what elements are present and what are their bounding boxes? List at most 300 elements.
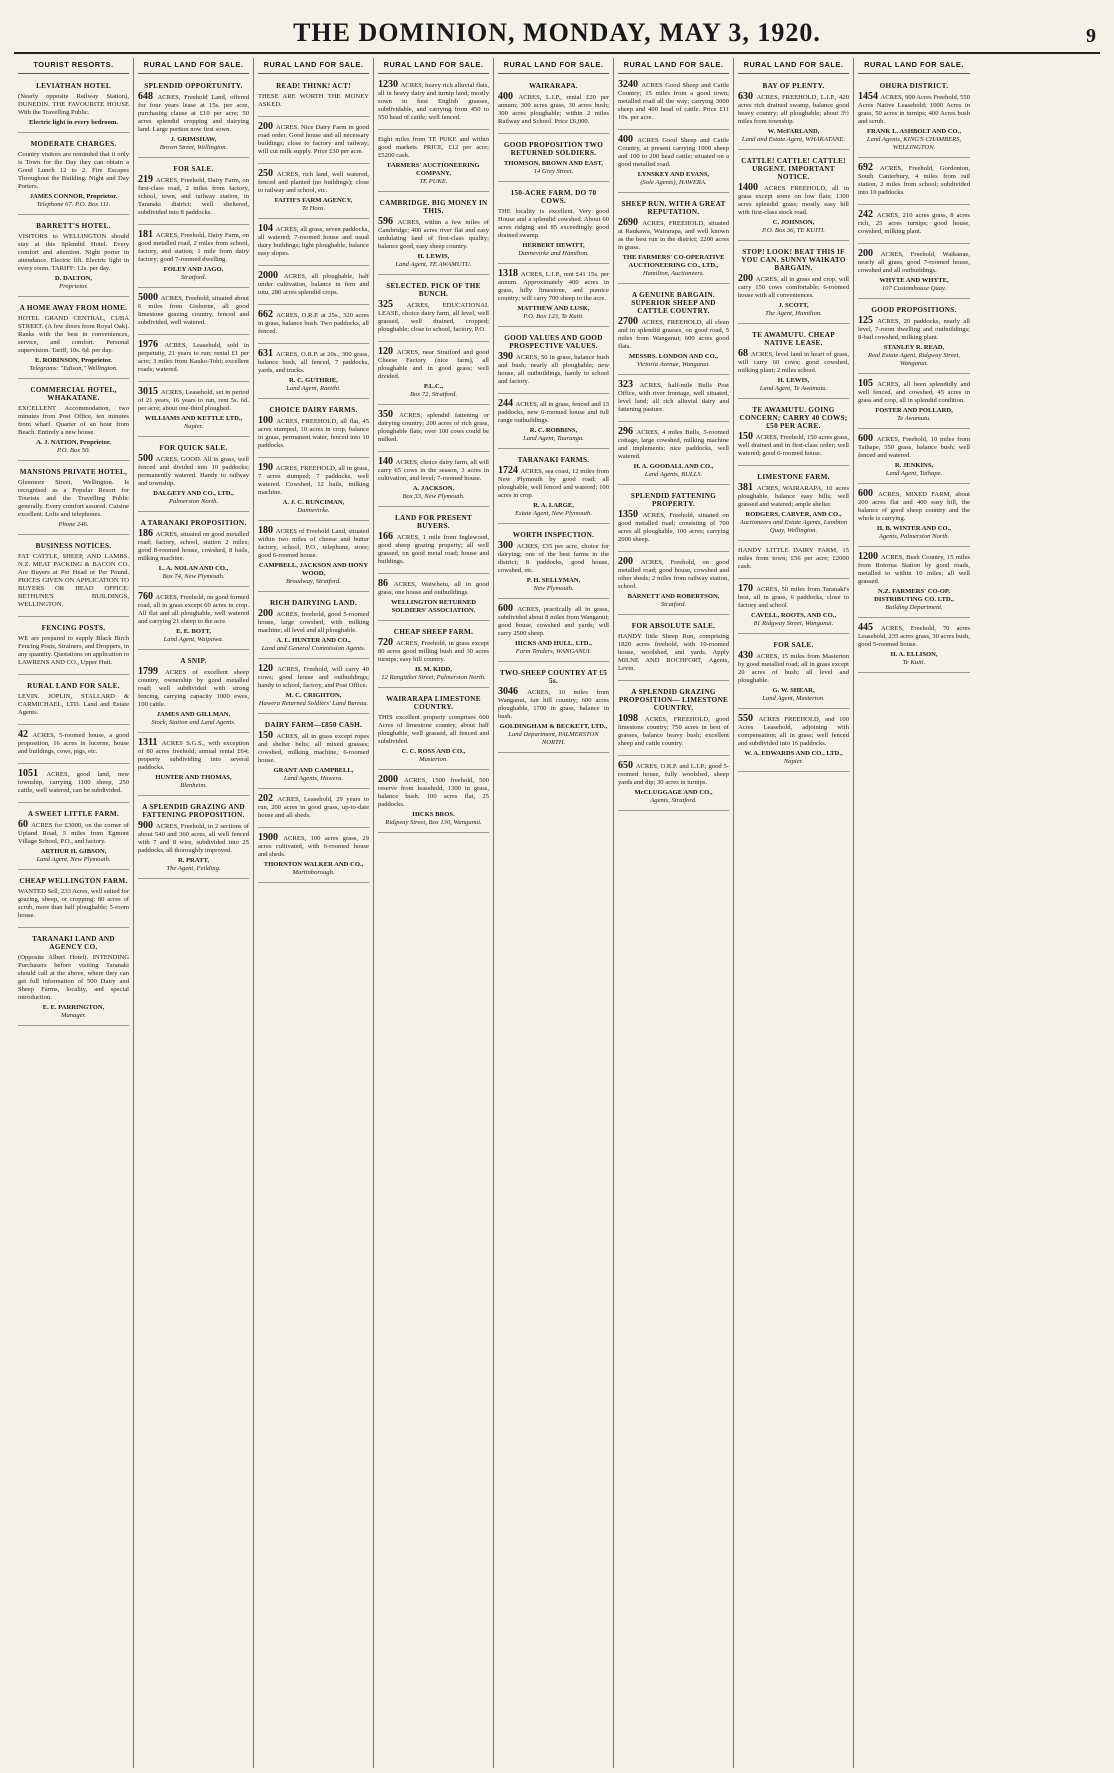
ad-address: Land Agent, Tauranga.	[523, 435, 584, 442]
ad-lead-number: 200	[258, 608, 277, 619]
classified-ad	[138, 590, 249, 650]
ad-body	[18, 731, 129, 756]
ad-lead-number: 250	[258, 168, 277, 179]
ad-lead-number: 200	[258, 121, 276, 132]
ad-body	[738, 433, 849, 458]
classified-ad	[18, 464, 129, 535]
ad-body-text: WE are prepared to supply Black Birch Fencing Posts, Strainers, and Droppers, in any quantity. Quotations on application to LAWRENS AND CO., Upper Hutt.	[18, 635, 129, 666]
ad-lead-number: 445	[858, 622, 881, 633]
ad-lead-number: 1318	[498, 268, 521, 279]
ad-body	[618, 633, 729, 673]
ad-lead-number: 200	[858, 248, 881, 259]
ad-lead-number: 1799	[138, 666, 165, 677]
classified-ad	[138, 291, 249, 335]
ad-lead-number: 296	[618, 426, 637, 437]
ad-body-text: ACRES, FREEHOLD, situated at Raukawa, Wairarapa, and well known as the best run in the district; 2200 acres in grass.	[618, 220, 729, 251]
ad-body	[378, 411, 489, 444]
ad-body-text: ACRES, Freehold, Dairy Farm, on first-class road, 2 miles from factory, school, town, and railway station, in Taranaki district; well sheltered, subdivided into 8 paddocks.	[138, 177, 250, 216]
ad-body	[618, 558, 729, 591]
classified-ad	[258, 308, 369, 344]
classified-ad	[138, 385, 249, 437]
classified-ad	[258, 402, 369, 458]
classified-ad	[258, 461, 369, 521]
ad-lead-number: 600	[858, 433, 877, 444]
ad-lead-number: 120	[258, 663, 278, 674]
ad-lead-number: 760	[138, 591, 156, 602]
classified-ad	[18, 873, 129, 928]
ad-lead-number: 244	[498, 398, 516, 409]
classified-ad	[498, 665, 609, 753]
ad-body-text: WANTED Sell, 233 Acres, well suited for grazing, sheep, or cropping; 80 acres of scrub, more than half ploughable; 5-room house.	[18, 888, 129, 919]
ad-body	[498, 270, 609, 303]
ad-body-text: ACRES, Freehold Land, offered for four years lease at 15s. per acre, purchasing clause at £10 per acre; 50 acres splendid cropping and dairying land. Large portion now first sown.	[138, 94, 249, 133]
ad-body-text: ACRES, 10 miles from Wanganui, fair hill country; 600 acres ploughable, 1700 in grass, balance in bush.	[498, 689, 610, 720]
ad-body-text: ACRES, O.R.P. at 20s., 300 grass, balance bush, all fenced, 7 paddocks, yards, and trucks.	[258, 351, 369, 374]
ad-lead-number: 692	[858, 162, 880, 173]
classified-ad	[138, 515, 249, 587]
ad-address: Te Kuiti.	[902, 659, 926, 666]
ad-body	[18, 479, 129, 519]
ad-title: CHEAP SHEEP FARM.	[393, 628, 474, 636]
ad-title: WORTH INSPECTION.	[512, 531, 595, 539]
ad-body	[258, 417, 369, 450]
ad-address: Napier.	[783, 758, 804, 765]
ad-address: TE PUKE.	[419, 178, 448, 185]
ad-body-text: ACRES, L.I.P., rental £20 per annum; 300 acres grass, 30 acres bush; 300 acres ploughable; within 2 miles Railway and School. Price £6,000.	[498, 94, 609, 125]
ad-lead-number: 5000	[138, 292, 161, 303]
ad-body-text: ACRES, splendid fattening or dairying country; 200 acres of rich grass, ploughable flats; over 100 cows could be milked.	[378, 412, 489, 443]
ad-body	[138, 294, 249, 327]
ad-lead-number: 600	[498, 603, 518, 614]
ad-title: RURAL LAND FOR SALE.	[27, 682, 120, 690]
ad-address: Land Agent, Raetihi.	[286, 385, 341, 392]
ad-address: Estate Agent, New Plymouth.	[515, 510, 592, 517]
ad-body	[498, 93, 609, 126]
ad-lead-number: 219	[138, 174, 156, 185]
ad-address: Land Agents, KING'S CHAMBERS, WELLINGTON.	[866, 136, 962, 151]
ad-body-text: ACRES, all in grass and crop, will carry 150 cows comfortable; 6-roomed house with all conveniences.	[738, 276, 849, 299]
ad-body	[738, 652, 849, 685]
ad-lead-number: 242	[858, 209, 877, 220]
ad-address: Land Department, PALMERSTON NORTH.	[508, 731, 599, 746]
classified-ad	[618, 133, 729, 193]
ad-address: Dannevirke.	[297, 507, 330, 514]
ad-body-text: ACRES, Freehold, 70 acres Leasehold, 235 acres grass, 30 acres bush, good 5-roomed house.	[858, 625, 970, 648]
ad-title: GOOD VALUES AND GOOD PROSPECTIVE VALUES.	[504, 334, 603, 350]
ad-body	[18, 553, 129, 609]
ad-body-text: ACRES, choice dairy farm, all will carry 65 cows in the season, 3 acres in cultivation, and level; 7-roomed house.	[378, 459, 489, 482]
ad-lead-number: 1976	[138, 339, 165, 350]
ad-agent: L. A. NOLAN AND CO.,	[158, 565, 229, 572]
ad-lead-number: 631	[258, 348, 276, 359]
ad-address: Land Agents, Hawera.	[283, 775, 344, 782]
ad-body	[258, 464, 369, 497]
ad-lead-number: 200	[618, 556, 641, 567]
ad-body	[858, 553, 970, 586]
ad-lead-number: 104	[258, 223, 276, 234]
ad-body-text: ACRES FREEHOLD, all in grass except some on low flats; 1300 acres splendid grass; mostly easy hill with first-class stock road.	[738, 185, 849, 216]
ad-body	[378, 458, 489, 483]
ad-body	[618, 136, 729, 169]
ad-lead-number: 381	[738, 482, 757, 493]
ad-title: A SWEET LITTLE FARM.	[27, 810, 120, 818]
ad-title: A GENUINE BARGAIN. SUPERIOR SHEEP AND CATTLE COUNTRY.	[631, 291, 716, 315]
ad-address: Brown Street, Wellington.	[159, 144, 228, 151]
ad-body	[258, 834, 369, 859]
ad-body-text: ACRES, Freehold, Dairy Farm, on good metalled road, 2 miles from school, factory, and station; 1 mile from dairy factory; good 7-roomed dwelling.	[138, 232, 250, 263]
ad-agent: Electric light in every bedroom.	[28, 119, 119, 126]
ad-lead-number: 2700	[618, 316, 642, 327]
ad-lead-number: 1454	[858, 91, 881, 102]
ad-body-text: ACRES, O.R.P. at 25s., 320 acres in grass, balance bush. Two paddocks, all fenced.	[258, 312, 369, 335]
classified-ad	[18, 678, 129, 725]
ad-body	[498, 208, 609, 240]
classified-ad	[498, 78, 609, 134]
ad-lead-number: 100	[258, 415, 277, 426]
classified-ad	[18, 728, 129, 764]
ad-body	[258, 123, 369, 156]
ad-body	[858, 317, 970, 342]
ad-address: 14 Grey Street.	[533, 168, 574, 175]
ad-body-text: ACRES, all been splendidly and well fenced, and cowshed, 45 acres in grass and crop, all in splendid condition.	[858, 381, 970, 404]
ad-title: WAIRARAPA.	[529, 82, 578, 90]
ad-body-text: ACRES, half-mile Bulls Post Office, with river frontage, well situated, level land; all rich alluvial dairy and fattening pasture.	[618, 382, 729, 413]
classified-ad	[18, 78, 129, 133]
ad-lead-number: 170	[738, 583, 757, 594]
classified-ad	[378, 408, 489, 452]
ad-body	[738, 184, 849, 217]
ad-body-text: ACRES S.G.S., with exception of 80 acres freehold; annual rental £64; property subdividing into several paddocks.	[138, 740, 249, 771]
ad-lead-number: 400	[498, 91, 519, 102]
ad-body	[138, 822, 249, 855]
classified-ad	[498, 452, 609, 524]
classified-ad	[378, 455, 489, 507]
ad-title: WAIRARAPA LIMESTONE COUNTRY.	[386, 695, 481, 711]
classified-ad	[258, 222, 369, 266]
classified-ad	[618, 618, 729, 681]
ad-address: Dannevirke and Hamilton.	[518, 250, 589, 257]
ad-agent: C. JOHNSON,	[772, 219, 815, 226]
ad-title: MANSIONS PRIVATE HOTEL,	[19, 468, 128, 476]
classified-column	[494, 58, 614, 1768]
ad-address: Te Awamutu.	[897, 415, 931, 422]
ad-body	[738, 715, 849, 748]
ad-address: Land Agent, TE AWAMUTU.	[395, 261, 472, 268]
classified-ad	[258, 120, 369, 164]
ad-lead-number: 1400	[738, 182, 765, 193]
ad-agent: CAMPBELL, JACKSON AND HONY WOOD,	[258, 562, 369, 577]
ad-body-text: ACRES, all in grass except ropes and shelter belts; all mixed grasses; cowshed, milking machine, 6-roomed house.	[258, 733, 370, 764]
classified-ad	[138, 440, 249, 512]
ad-lead-number: 3015	[138, 386, 161, 397]
ad-agent: CAVELL, ROOTS, AND CO.,	[750, 612, 837, 619]
ad-agent: P. H. SELLYMAN,	[526, 577, 581, 584]
ad-body	[378, 533, 489, 566]
classified-ad	[378, 773, 489, 833]
ad-title: TE AWAMUTU. CHEAP NATIVE LEASE.	[752, 331, 835, 347]
ad-address: Manager.	[60, 1012, 87, 1019]
ad-lead-number: 720	[378, 637, 397, 648]
ad-body-text: ACRES, 5-roomed house, a good proposition, 16 acres in lucerne, house and buildings, cows, pigs, etc.	[18, 732, 129, 755]
ad-body-text: FAT CATTLE, SHEEP, AND LAMBS. N.Z. MEAT PACKING & BACON CO. Are Buyers at Per Head or Per Pound. PRICES GIVEN ON APPLICATION TO BUYERS OR HEAD OFFICE: BETHUNE'S BUILDINGS, WELLINGTON.	[18, 553, 129, 608]
ad-body	[618, 428, 729, 461]
ad-agent: R. A. LARGE,	[533, 502, 574, 509]
classified-ad	[618, 78, 729, 130]
columns	[14, 58, 1100, 1768]
ad-body-text: ACRES, EDUCATIONAL LEASE, choice dairy farm, all level, well grassed, well drained, cropped; ploughable; close to school, factory, P.O.	[378, 302, 489, 333]
classified-ad	[618, 488, 729, 552]
ad-agent: McCLUGGAGE AND CO.,	[634, 789, 713, 796]
classified-ad	[18, 767, 129, 803]
column-heading: TOURIST RESORTS.	[18, 58, 129, 74]
ad-agent: E. E. BOTT,	[176, 628, 211, 635]
classified-ad	[498, 527, 609, 599]
ad-body	[378, 580, 489, 597]
ad-body-text: ACRES, Freehold, Waikanae, nearly all grass, good 7-roomed house, cowshed and all outbuildings.	[858, 251, 970, 274]
classified-ad	[378, 691, 489, 770]
ad-lead-number: 3046	[498, 686, 528, 697]
ad-body	[18, 954, 129, 1002]
ad-agent: JAMES AND GILLMAN,	[156, 711, 231, 718]
ad-body-text: ACRES, Waiwhetu, all in good grass, one house and outbuildings.	[378, 581, 490, 596]
ad-title: DAIRY FARM—£850 CASH.	[264, 721, 363, 729]
classified-ad	[498, 137, 609, 182]
ad-body-text: EXCELLENT Accommodation, two minutes from Post Office, ten minutes from wharf. Quarter of an hour from Beach. Entirely a new house.	[18, 405, 129, 436]
ad-body	[138, 530, 249, 563]
ad-agent: JAMES CONNOR, Proprietor.	[29, 193, 118, 200]
ad-agent: W. A. EDWARDS AND CO., LTD.,	[744, 750, 843, 757]
classified-ad	[618, 684, 729, 756]
ad-agent: A. L. HUNTER AND CO.,	[276, 637, 351, 644]
ad-title: BAY OF PLENTY.	[762, 82, 825, 90]
ad-body-text: ACRES, practically all in grass, subdivided about 8 miles from Wanganui; good house, cowshed and yards; will carry 2500 sheep.	[498, 606, 609, 637]
classified-ad	[858, 621, 970, 673]
ad-agent: WELLINGTON RETURNED SOLDIERS' ASSOCIATION.	[390, 599, 477, 614]
ad-title: SPLENDID OPPORTUNITY.	[144, 82, 243, 90]
ad-lead-number: 186	[138, 528, 156, 539]
classified-ad	[378, 78, 489, 130]
ad-body	[378, 136, 489, 160]
classified-ad	[138, 799, 249, 879]
ad-body-text: ACRES, Freehold, on good formed road, all in grass except 60 acres in crop. All flat and all ploughable, well watered and carrying 21 sheep to the acre.	[138, 594, 250, 625]
ad-title: LIMESTONE FARM.	[757, 473, 830, 481]
ad-body-text: ACRES, sea coast, 12 miles from New Plymouth by good road; all ploughable, well fenced and watered; 100 acres in crop.	[498, 468, 609, 499]
ad-body	[258, 272, 369, 297]
classified-ad	[138, 653, 249, 733]
ad-body	[858, 250, 970, 275]
ad-title: COMMERCIAL HOTEL, WHAKATANE.	[30, 386, 117, 402]
ad-agent: E. ROBINSON, Proprietor.	[34, 357, 113, 364]
ad-address: Farm Tenders, WANGANUI.	[515, 648, 592, 655]
ad-title: BUSINESS NOTICES.	[35, 542, 112, 550]
ad-agent: R. JENKINS,	[894, 462, 934, 469]
ad-body	[378, 301, 489, 334]
ad-title: TARANAKI FARMS.	[517, 456, 590, 464]
ad-body-text: ACRES, MIXED FARM, about 200 acres flat and 400 easy hill, the balance of good sheep country and the whole is carrying.	[858, 491, 970, 522]
ad-body	[258, 795, 369, 820]
ad-title: FENCING POSTS.	[41, 624, 106, 632]
classified-ad	[738, 712, 849, 772]
ad-agent: P.L.C.,	[423, 383, 444, 390]
ad-body	[18, 93, 129, 117]
classified-ad	[738, 402, 849, 466]
ad-body	[138, 388, 249, 413]
ad-address: New Plymouth.	[533, 585, 574, 592]
ad-body-text: ACRES, 900 Acres Freehold, 550 Acres Native Leasehold; 1000 Acres in grass, 50 acres in turnips; 400 Acres bush and scrub.	[858, 94, 970, 125]
ad-agent: H. B. WINTER AND CO.,	[877, 525, 951, 532]
ad-body	[498, 605, 609, 638]
ad-title: SHEEP RUN. WITH A GREAT REPUTATION.	[621, 200, 726, 216]
ad-agent: FOLEY AND JAGO,	[163, 266, 224, 273]
ad-body	[138, 176, 249, 217]
ad-address: Land Agents, BULLS.	[644, 471, 703, 478]
ad-agent: FOSTER AND POLLARD,	[875, 407, 953, 414]
ad-agent: N.Z. FARMERS' CO-OP. DISTRIBUTING CO. LTD.,	[874, 588, 954, 603]
ad-address: The Agent, Feilding.	[166, 865, 221, 872]
ad-body	[258, 311, 369, 336]
ad-address: Land Agent, New Plymouth.	[36, 856, 111, 863]
ad-lead-number: 400	[618, 134, 638, 145]
ad-lead-number: 202	[258, 793, 278, 804]
ad-agent: MESSRS. LONDON AND CO.,	[628, 353, 719, 360]
ad-body-text: ACRES, FREEHOLD, L.I.P., 420 acres rich drained swamp, balance good heavy country; all ploughable; about 3½ miles from township.	[738, 94, 849, 125]
ad-body-text: HANDY little Sheep Run, comprising 1820 acres freehold, with 10-roomed house, woolshed, and yards. Apply MILNE AND ROCHFORT, Agents, Levin.	[618, 633, 729, 672]
ad-body	[18, 693, 129, 717]
ad-lead-number: 900	[138, 820, 156, 831]
ad-agent: GOLDINGHAM & BECKETT, LTD.,	[499, 723, 608, 730]
ad-agent: A. J. C. RUNCIMAN,	[282, 499, 345, 506]
ad-body	[858, 624, 970, 649]
ad-body	[18, 821, 129, 846]
ad-agent: H. M. KIDD,	[415, 666, 452, 673]
classified-ad	[738, 244, 849, 324]
column-heading: RURAL LAND FOR SALE.	[258, 58, 369, 74]
classified-ad	[258, 167, 369, 219]
ad-body	[618, 762, 729, 787]
classified-ad	[378, 278, 489, 342]
ad-agent: LYNSKEY AND EVANS,	[637, 171, 710, 178]
ad-title: A SNIP.	[180, 657, 207, 665]
ad-body-text: THIS excellent property comprises 600 Acres of limestone country, about half ploughable, well grassed, all fenced and subdivided.	[378, 714, 489, 745]
ad-body	[858, 490, 970, 523]
ad-body-text: ACRES, FREEHOLD, all in grass, 7 acres stumped; 7 paddocks, well watered. Cowshed, 12 bails, milking machine.	[258, 465, 369, 496]
ad-address: Agents, Stratford.	[650, 797, 697, 804]
classified-ad	[138, 338, 249, 382]
ad-body-text: ACRES Good Sheep and Cattle Country, at present carrying 1000 sheep and 100 to 200 head cattle; situated on a good metalled road.	[618, 137, 729, 168]
ad-title: CHOICE DAIRY FARMS.	[269, 406, 358, 414]
ad-title: MODERATE CHARGES.	[30, 140, 117, 148]
ad-title: LEVIATHAN HOTEL	[36, 82, 111, 90]
ad-address: 107 Customhouse Quay.	[881, 285, 947, 292]
ad-address: Broadway, Stratford.	[285, 578, 341, 585]
ad-body	[858, 211, 970, 236]
classified-ad	[858, 550, 970, 618]
classified-ad	[18, 620, 129, 675]
ad-body	[258, 610, 369, 635]
ad-body	[138, 341, 249, 374]
ad-body-text: ACRES, FREEHOLD, all flat, 45 acres stumped, 10 acres in crop, balance in grass, permanent water, fenced into 10 paddocks.	[258, 418, 369, 449]
classified-ad	[138, 736, 249, 796]
ad-address: Masterton.	[419, 756, 448, 763]
ad-lead-number: 1230	[378, 79, 401, 90]
ad-agent: H. A. ELLISON,	[890, 651, 938, 658]
ad-body-text: ACRES, heavy rich alluvial flats, all in heavy dairy and turnip land; mostly sown in best English grasses, subdividable, and carrying from 450 to 550 head of cattle; well fenced.	[378, 82, 489, 121]
ad-lead-number: 300	[498, 540, 517, 551]
ad-title: SELECTED. PICK OF THE BUNCH.	[386, 282, 481, 298]
page-number: 9	[1086, 25, 1096, 47]
classified-ad	[18, 538, 129, 617]
ad-body-text: ACRES, within a few miles of Cambridge; 400 acres river flat and easy undulating land of first-class quality; balance good, easy sheep country.	[378, 219, 489, 250]
ad-lead-number: 1724	[498, 465, 521, 476]
ad-body	[18, 405, 129, 437]
ad-body	[258, 527, 369, 560]
classified-column	[134, 58, 254, 1768]
column-heading: RURAL LAND FOR SALE.	[378, 58, 489, 74]
classified-ad	[738, 327, 849, 399]
ad-address: Victoria Avenue, Wanganui.	[636, 361, 711, 368]
ad-agent: A. JACKSON,	[412, 485, 455, 492]
classified-ad	[378, 345, 489, 405]
classified-ad	[258, 595, 369, 659]
ad-lead-number: 190	[258, 462, 276, 473]
ad-body	[498, 467, 609, 500]
ad-address: Proprietor.	[59, 283, 88, 290]
ad-address: P.O. Box 123, Te Kuiti.	[523, 313, 584, 320]
classified-ad	[858, 78, 970, 158]
ad-body-text: ACRES, situated on good metalled road; factory, school, station 2 miles; good 8-roomed house, cowshed, 8 bails, milking machine.	[138, 531, 249, 562]
ad-title: CHEAP WELLINGTON FARM.	[19, 877, 128, 885]
ad-body-text: (Nearly opposite Railway Station), DUNEDIN. THE FAVOURITE HOUSE With the Travelling Public.	[18, 93, 129, 116]
ad-agent: GRANT AND CAMPBELL,	[273, 767, 354, 774]
classified-ad	[618, 287, 729, 375]
ad-body	[18, 770, 129, 795]
ad-agent: ARTHUR H. GIBSON,	[40, 848, 107, 855]
ad-agent: W. McFARLAND,	[767, 128, 820, 135]
ad-lead-number: 200	[738, 273, 756, 284]
classified-ad	[618, 425, 729, 485]
classified-ad	[738, 469, 849, 541]
ad-body	[138, 231, 249, 264]
ad-lead-number: 1311	[138, 737, 162, 748]
ad-agent: HUNTER AND THOMAS,	[155, 774, 232, 781]
ad-lead-number: 648	[138, 91, 158, 102]
ad-body-text: ACRES, level land in heart of grass, will carry 60 cows; good cowshed, milking plant; 2 miles school.	[738, 351, 850, 374]
ad-body-text: ACRES, all in grass, fenced and 13 paddocks, new 6-roomed house and full range outbuildings.	[498, 401, 609, 424]
ad-body-text: ACRES, L.I.P., rent £41 15s. per annum. Approximately 400 acres in grass, hilly limestone, and pumice country; will carry 700 sheep to the acre.	[498, 271, 610, 302]
ad-body-text: ACRES, 15 miles from Masterton by good metalled road; all in grass except 20 acres of bush; all level and ploughable.	[738, 653, 849, 684]
ad-agent: FAITH'S FARM AGENCY,	[274, 197, 353, 204]
ad-lead-number: 1098	[618, 713, 645, 724]
classified-ad	[618, 555, 729, 615]
ad-agent: FARMERS' AUCTIONEERING COMPANY,	[387, 162, 480, 177]
ad-body-text: ACRES Good Sheep and Cattle Country; 15 miles from a good town; metalled road all the way; carrying 3000 sheep and 400 head of cattle. Price £11 10s. per acre.	[618, 82, 729, 121]
ad-agent: D. DALTON,	[54, 275, 93, 282]
classified-column	[254, 58, 374, 1768]
classified-ad	[18, 931, 129, 1026]
ad-address: (Sole Agents), HAWERA.	[640, 179, 707, 186]
ad-lead-number: 1900	[258, 832, 284, 843]
ad-body	[258, 665, 369, 690]
classified-ad	[258, 78, 369, 117]
ad-address: Land Agent, Masterton.	[762, 695, 825, 702]
ad-agent: M. C. CRIGHTON,	[285, 692, 342, 699]
ad-body-text: ACRES, O.R.P. and L.I.P.; good 5-roomed house, fully woolshed, sheep yards and dip; 30 acres in turnips.	[618, 763, 730, 786]
ad-title: FOR SALE.	[773, 641, 814, 649]
ad-agent: RODGERS, CARVER, AND CO.,	[745, 511, 842, 518]
ad-agent: HICKS AND HULL, LTD.,	[515, 640, 592, 647]
ad-title: FOR QUICK SALE.	[159, 444, 228, 452]
page-title: THE DOMINION, MONDAY, MAY 3, 1920.	[293, 18, 821, 47]
